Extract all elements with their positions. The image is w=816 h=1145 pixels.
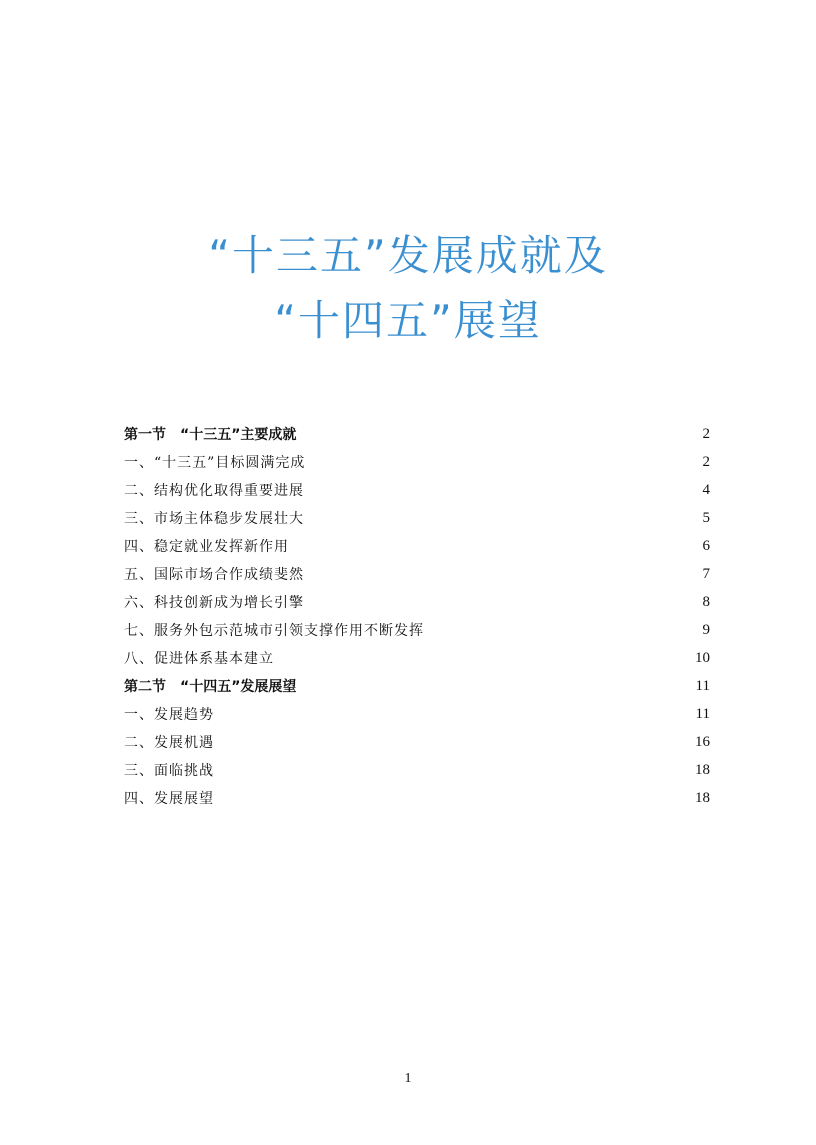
toc-page-number: 8 <box>702 593 710 610</box>
toc-page-number: 5 <box>702 509 710 526</box>
toc-section[interactable] <box>124 420 710 448</box>
toc-item[interactable] <box>124 784 710 812</box>
toc-label: 五、国际市场合作成绩斐然 <box>124 567 304 583</box>
toc-item[interactable] <box>124 700 710 728</box>
toc-label: 三、面临挑战 <box>124 763 214 779</box>
toc-page-number: 4 <box>702 481 710 498</box>
toc-page-number: 2 <box>702 453 710 470</box>
document-title-line-2: “十四五”展望 <box>274 296 542 345</box>
toc-page-number: 18 <box>695 761 710 778</box>
toc-page-number: 7 <box>702 565 710 582</box>
toc-label: 三、市场主体稳步发展壮大 <box>124 511 304 527</box>
toc-page-number: 18 <box>695 789 710 806</box>
toc-item[interactable] <box>124 644 710 672</box>
toc-label: 四、稳定就业发挥新作用 <box>124 539 289 555</box>
toc-label: 四、发展展望 <box>124 791 214 807</box>
toc-label: 七、服务外包示范城市引领支撑作用不断发挥 <box>124 623 424 639</box>
toc-label: 第二节 “十四五”发展展望 <box>124 679 297 695</box>
toc-page-number: 11 <box>695 705 710 722</box>
toc-page-number: 6 <box>702 537 710 554</box>
toc-label: 一、“十三五”目标圆满完成 <box>124 455 306 471</box>
toc-item[interactable] <box>124 532 710 560</box>
toc-label: 二、结构优化取得重要进展 <box>124 483 304 499</box>
toc-item[interactable] <box>124 588 710 616</box>
toc-item[interactable] <box>124 728 710 756</box>
toc-page-number: 16 <box>695 733 710 750</box>
page-number: 1 <box>404 1071 412 1086</box>
toc-page-number: 2 <box>702 425 710 442</box>
toc-item[interactable] <box>124 616 710 644</box>
toc-page-number: 10 <box>695 649 710 666</box>
toc-item[interactable] <box>124 560 710 588</box>
document-title-line-1: “十三五”发展成就及 <box>208 231 608 280</box>
toc-item[interactable] <box>124 756 710 784</box>
toc-item[interactable] <box>124 448 710 476</box>
toc-item[interactable] <box>124 504 710 532</box>
toc-label: 二、发展机遇 <box>124 735 214 751</box>
toc-label: 八、促进体系基本建立 <box>124 651 274 667</box>
toc-label: 第一节 “十三五”主要成就 <box>124 427 297 443</box>
toc-item[interactable] <box>124 476 710 504</box>
toc-section[interactable] <box>124 672 710 700</box>
toc-page-number: 9 <box>702 621 710 638</box>
toc-label: 六、科技创新成为增长引擎 <box>124 595 304 611</box>
toc-label: 一、发展趋势 <box>124 707 214 723</box>
toc-page-number: 11 <box>695 677 710 694</box>
table-of-contents <box>124 420 710 812</box>
